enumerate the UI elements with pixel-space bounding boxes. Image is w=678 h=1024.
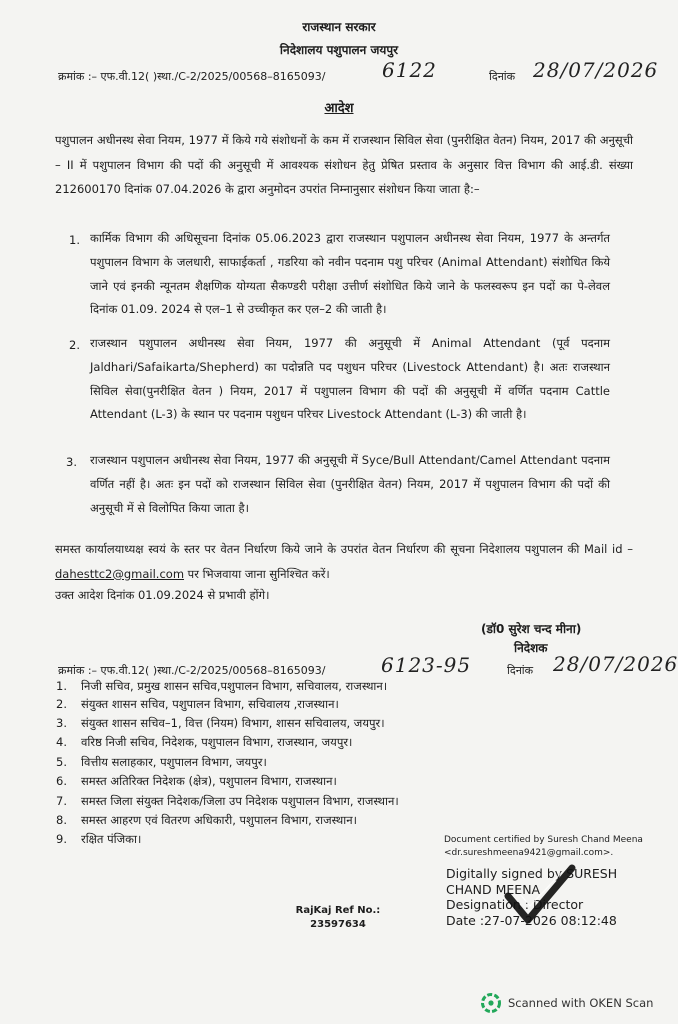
copy-item-3-text: संयुक्त शासन सचिव–1, वित्त (नियम) विभाग, शासन सचिवालय, जयपुर। xyxy=(81,716,385,730)
copy-number-label: क्रमांक :– एफ.वी.12( )स्था./C-2/2025/00568–8165093/ xyxy=(58,664,326,677)
certification-line-1: Document certified by Suresh Chand Meena xyxy=(444,835,643,845)
signatory-designation: निदेशक xyxy=(514,641,548,655)
signatory-name: (डॉ0 सुरेश चन्द मीना) xyxy=(481,622,582,636)
closing-text-start: समस्त कार्यालयाध्यक्ष स्वयं के स्तर पर वेतन निर्धारण किये जाने के उपरांत वेतन निर्धारण की सूचना निदेशालय पशुपालन की Mail id – xyxy=(55,542,633,556)
certification-email: <dr.sureshmeena9421@gmail.com>. xyxy=(444,848,614,858)
rajkaj-ref-label: RajKaj Ref No.: xyxy=(295,905,381,916)
copy-item-8-text: समस्त आहरण एवं वितरण अधिकारी, पशुपालन विभाग, राजस्थान। xyxy=(81,813,357,827)
digital-signature-line-3: Designation : Director xyxy=(446,897,584,912)
copy-item-4-number: 4. xyxy=(56,735,67,749)
closing-paragraph xyxy=(55,537,633,586)
closing-text-end: पर भिजवाया जाना सुनिश्चित करें। xyxy=(187,566,330,581)
effective-date-line: उक्त आदेश दिनांक 01.09.2024 से प्रभावी होंगे। xyxy=(55,588,270,602)
email-link[interactable]: dahesttc2@gmail.com xyxy=(55,566,185,581)
oken-scanner-logo-icon xyxy=(481,993,501,1013)
point-3-text: राजस्थान पशुपालन अधीनस्थ सेवा नियम, 1977 की अनुसूची में Syce/Bull Attendant/Camel Attendant पदनाम वर्णित नहीं है। अतः इन पदों को राजस्थान सिविल सेवा (पुनरीक्षित वेतन) नियम, 2017 में पशुपालन विभाग की पदों की अनुसूची में से विलोपित किया जाता है। xyxy=(90,453,610,515)
signature-valid-check-icon xyxy=(500,862,578,928)
point-2-text: राजस्थान पशुपालन अधीनस्थ सेवा नियम, 1977 की अनुसूची में Animal Attendant (पूर्व पदनाम Jaldhari/Safaikarta/Shepherd) का पदोन्नति पद पशुधन परिचर (Livestock Attendant) है। अतः राजस्थान सिविल सेवा(पुनरीक्षित वेतन ) नियम, 2017 में पशुपालन विभाग की पदों की अनुसूची में वर्णित पदनाम Cattle Attendant (L-3) के स्थान पर पदनाम पशुधन परिचर Livestock Attendant (L-3) की जाती है। xyxy=(90,336,610,422)
digital-signature-line-4: Date :27-07-2026 08:12:48 xyxy=(446,912,617,928)
copy-item-6-text: समस्त अतिरिक्त निदेशक (क्षेत्र), पशुपालन विभाग, राजस्थान। xyxy=(81,774,337,788)
point-1-text: कार्मिक विभाग की अधिसूचना दिनांक 05.06.2023 द्वारा राजस्थान पशुपालन अधीनस्थ सेवा नियम, 1977 के अन्तर्गत पशुपालन विभाग के जलधारी, साफाईकर्ता , गडरिया को नवीन पदनाम पशु परिचर (Animal Attendant) संशोधित किये जाने एवं इनकी न्यूनतम शैक्षणिक योग्यता सैकण्डरी परीक्षा उत्तीर्ण संशोधित किये जाने के फलस्वरूप इन पदों का पे-लेवल दिनांक 01.09. 2024 से एल–1 से उच्चीकृत कर एल–2 की जाती है। xyxy=(90,231,610,317)
copy-item-2-number: 2. xyxy=(56,697,67,711)
copy-item-8-number: 8. xyxy=(56,813,67,827)
handwritten-order-number: 6122 xyxy=(382,58,437,82)
copy-item-9-number: 9. xyxy=(56,832,67,846)
order-title: आदेश xyxy=(324,101,354,116)
copy-item-7-text: समस्त जिला संयुक्त निदेशक/जिला उप निदेशक पशुपालन विभाग, राजस्थान। xyxy=(81,794,399,808)
copy-item-6-number: 6. xyxy=(56,774,67,788)
digital-signature-line-2: CHAND MEENA xyxy=(446,881,541,897)
handwritten-copy-number: 6123-95 xyxy=(381,653,472,677)
copy-item-1-text: निजी सचिव, प्रमुख शासन सचिव,पशुपालन विभाग, सचिवालय, राजस्थान। xyxy=(81,679,388,693)
handwritten-order-date: 28/07/2026 xyxy=(533,58,659,82)
copy-item-2-text: संयुक्त शासन सचिव, पशुपालन विभाग, सचिवालय ,राजस्थान। xyxy=(81,697,339,711)
copy-item-5-text: वित्तीय सलाहकार, पशुपालन विभाग, जयपुर। xyxy=(81,755,267,769)
copy-item-3-number: 3. xyxy=(56,716,67,730)
copy-date-label: दिनांक xyxy=(507,664,534,677)
order-number-label: क्रमांक :– एफ.वी.12( )स्था./C-2/2025/00568–8165093/ xyxy=(58,70,326,83)
directorate-header: निदेशालय पशुपालन जयपुर xyxy=(279,43,399,57)
copy-item-7-number: 7. xyxy=(56,794,67,808)
handwritten-copy-date: 28/07/2026 xyxy=(553,652,678,676)
copy-item-5-number: 5. xyxy=(56,755,67,769)
order-date-label: दिनांक xyxy=(489,70,516,83)
point-1-number: 1. xyxy=(69,233,80,247)
copy-item-9-text: रक्षित पंजिका। xyxy=(81,832,142,846)
copy-item-4-text: वरिष्ठ निजी सचिव, निदेशक, पशुपालन विभाग, राजस्थान, जयपुर। xyxy=(81,735,353,749)
point-2-number: 2. xyxy=(69,338,80,352)
digital-signature-line-1: Digitally signed by SURESH xyxy=(446,866,618,881)
intro-paragraph: पशुपालन अधीनस्थ सेवा नियम, 1977 में किये गये संशोधनों के कम में राजस्थान सिविल सेवा (पुनरीक्षित वेतन) नियम, 2017 की अनुसूची – II में पशुपालन विभाग की पदों की अनुसूची में आवश्यक संशोधन हेतु प्रेषित प्रस्ताव के अनुसार वित्त विभाग की आई.डी. संख्या 212600170 दिनांक 07.04.2026 के द्वारा अनुमोदन उपरांत निम्नानुसार संशोधन किया जाता है:– xyxy=(55,133,633,197)
rajkaj-ref-number: 23597634 xyxy=(310,919,366,930)
copy-item-1-number: 1. xyxy=(56,679,67,693)
point-3-number: 3. xyxy=(66,455,77,469)
govt-header: राजस्थान सरकार xyxy=(302,20,376,34)
scanner-watermark-text: Scanned with OKEN Scan xyxy=(508,996,654,1010)
